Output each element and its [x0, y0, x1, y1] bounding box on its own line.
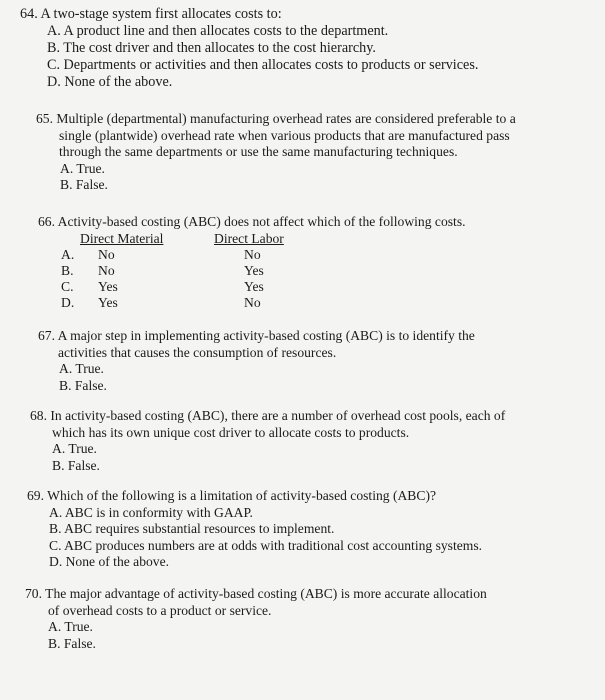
option-b: B. False.: [59, 377, 107, 393]
question-70-stem: [25, 586, 487, 603]
row-letter: B.: [61, 262, 74, 278]
question-number: 65.: [36, 111, 53, 126]
cell-material: Yes: [98, 294, 118, 310]
option-a: A. True.: [52, 441, 97, 456]
question-text-line: which has its own unique cost driver to allocate costs to products.: [52, 424, 410, 440]
question-text: A two-stage system first allocates costs to:: [40, 6, 282, 22]
question-text-line: through the same departments or use the same manufacturing techniques.: [59, 144, 458, 159]
cell-labor: No: [244, 294, 261, 310]
question-66-stem: [38, 214, 466, 231]
option-d: D. None of the above.: [49, 554, 170, 569]
header-direct-labor: Direct Labor: [214, 230, 284, 246]
question-text-line: single (plantwide) overhead rate when various products that are manufactured pass: [59, 127, 510, 143]
option-b: B. The cost driver and then allocates to the cost hierarchy.: [47, 40, 376, 56]
question-68-stem: [30, 408, 505, 425]
option-a: A. ABC is in conformity with GAAP.: [49, 504, 253, 520]
question-number: 64.: [20, 6, 38, 22]
question-67-stem: [38, 328, 475, 345]
question-69: [27, 488, 482, 571]
option-a: A. True.: [48, 619, 93, 634]
question-text: A major step in implementing activity-based costing (ABC) is to identify the: [57, 328, 475, 343]
cell-material: No: [98, 262, 115, 278]
question-65: [36, 111, 516, 194]
row-letter: A.: [61, 246, 75, 262]
question-text: Multiple (departmental) manufacturing overhead rates are considered preferable to a: [56, 111, 516, 126]
question-64-stem: [20, 6, 478, 23]
cell-labor: Yes: [244, 278, 264, 294]
question-number: 67.: [38, 328, 55, 343]
question-66: [38, 214, 466, 315]
question-69-stem: [27, 488, 482, 505]
question-64: [20, 6, 478, 91]
cell-labor: No: [244, 246, 261, 262]
question-text: Activity-based costing (ABC) does not affect which of the following costs.: [57, 214, 466, 229]
question-67: [38, 328, 475, 394]
option-d: D. None of the above.: [47, 74, 173, 90]
question-number: 70.: [25, 586, 42, 601]
question-text: The major advantage of activity-based costing (ABC) is more accurate allocation: [45, 586, 487, 601]
option-c: C. ABC produces numbers are at odds with traditional cost accounting systems.: [49, 537, 483, 553]
question-text-line: activities that causes the consumption of resources.: [58, 344, 337, 360]
row-letter: C.: [61, 278, 74, 294]
header-direct-material: Direct Material: [80, 230, 164, 246]
option-b: B. False.: [48, 635, 96, 651]
question-text: Which of the following is a limitation of activity-based costing (ABC)?: [47, 488, 437, 503]
question-number: 68.: [30, 408, 47, 423]
option-c: C. Departments or activities and then allocates costs to products or services.: [47, 57, 479, 73]
option-b: B. False.: [52, 457, 100, 473]
question-70: [25, 586, 487, 652]
question-text: In activity-based costing (ABC), there are a number of overhead cost pools, each of: [50, 408, 506, 423]
cell-labor: Yes: [244, 262, 264, 278]
option-b: B. ABC requires substantial resources to implement.: [49, 521, 335, 536]
question-68: [30, 408, 505, 474]
cost-table: [38, 231, 338, 315]
question-number: 69.: [27, 488, 44, 503]
cell-material: Yes: [98, 278, 118, 294]
cell-material: No: [98, 246, 115, 262]
option-a: A. True.: [59, 361, 104, 376]
row-letter: D.: [61, 294, 75, 310]
option-a: A. A product line and then allocates costs to the department.: [47, 23, 389, 39]
question-text-line: of overhead costs to a product or service.: [48, 602, 272, 618]
question-65-stem: [36, 111, 516, 128]
option-b: B. False.: [60, 177, 108, 192]
option-a: A. True.: [60, 160, 105, 176]
question-number: 66.: [38, 214, 55, 229]
